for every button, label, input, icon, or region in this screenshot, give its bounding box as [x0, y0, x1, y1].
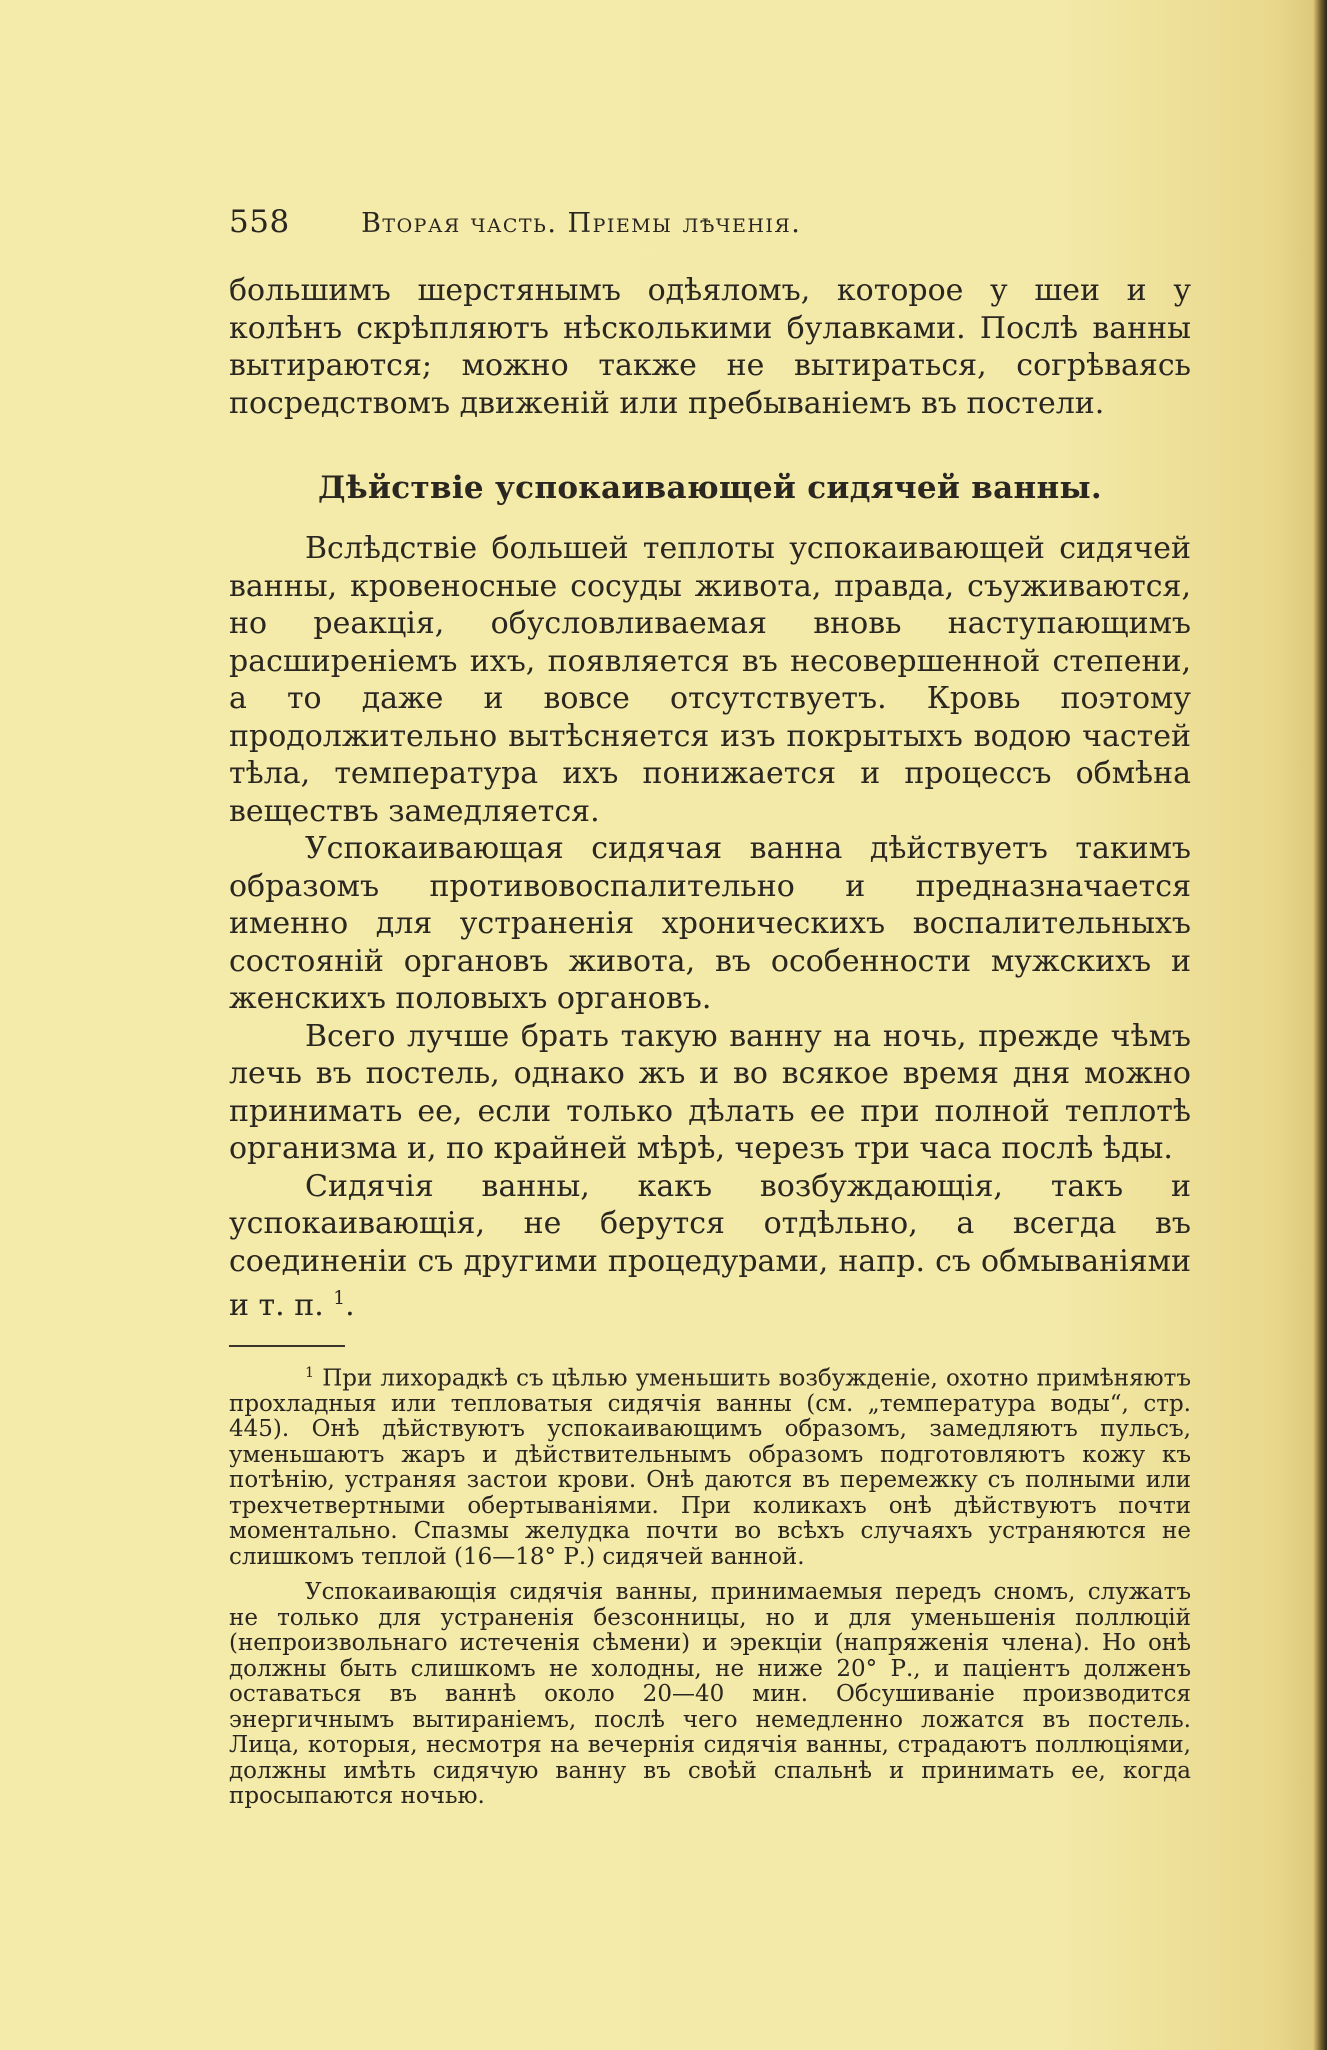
section-heading: Дѣйствіе успокаивающей сидячей ванны.: [318, 470, 1102, 506]
footnote: [229, 1361, 1191, 1571]
paragraph: Успокаивающая сидячая ванна дѣйствуетъ такимъ образомъ противовоспалительно и предназначается именно для устраненія хроническихъ воспалительныхъ состояній органовъ живота, въ особенности мужскихъ и женскихъ половыхъ органовъ.: [229, 831, 1191, 1016]
paragraph-continuation: большимъ шерстянымъ одѣяломъ, которое у шеи и у колѣнъ скрѣпляютъ нѣсколькими булавками. Послѣ ванны вытираются; можно также не вытираться, согрѣваясь посредствомъ движеній или пребываніемъ въ постели.: [229, 273, 1191, 421]
footnote-rule: [229, 1345, 345, 1347]
paragraph-with-footnote-ref: Сидячія ванны, какъ возбуждающія, такъ и успокаивающія, не берутся отдѣльно, а всегда въ соединеніи съ другими процедурами, напр. съ обмываніями и т. п. $^1$.: [229, 1168, 1191, 1323]
page-edge-shadow: [1313, 0, 1327, 2050]
page-number: 558: [229, 204, 290, 240]
running-header: [229, 204, 949, 240]
footnote-marker: 1: [305, 1364, 315, 1381]
running-title: Вторая часть. Пріемы лѣченія.: [361, 208, 802, 239]
paragraph-text: Сидячія ванны, какъ возбуждающія, такъ и успокаивающія, не берутся отдѣльно, а всегда въ соединеніи съ другими процедурами, напр. съ обмываніями и т. п.: [229, 1168, 1191, 1323]
footnote-text: При лихорадкѣ съ цѣлью уменьшить возбужденіе, охотно примѣняютъ прохладныя или тепловатыя сидячія ванны (см. „температура воды“, стр. 445). Онѣ дѣйствуютъ успокаивающимъ образомъ, замедляютъ пульсъ, уменьшаютъ жаръ и дѣйствительнымъ образомъ подготовляютъ кожу къ потѣнію, устраняя застои крови. Онѣ даются въ перемежку съ полными или трехчетвертными обертываніями. При коликахъ онѣ дѣйствуютъ почти моментально. Спазмы желудка почти во всѣхъ случаяхъ устраняются не слишкомъ теплой (16—18° Р.) сидячей ванной.: [229, 1365, 1191, 1570]
footnote-continuation: Успокаивающія сидячія ванны, принимаемыя передъ сномъ, служатъ не только для устраненія безсонницы, но и для уменьшенія поллюцій (непроизвольнаго истеченія сѣмени) и эрекціи (напряженія члена). Но онѣ должны быть слишкомъ не холодны, не ниже 20° Р., и паціентъ долженъ оставаться въ ваннѣ около 20—40 мин. Обсушиваніе производится энергичнымъ вытираніемъ, послѣ чего немедленно ложатся въ постель. Лица, которыя, несмотря на вечернія сидячія ванны, страдаютъ поллюціями, должны имѣть сидячую ванну въ своѣй спальнѣ и принимать ее, когда просыпаются ночью.: [229, 1579, 1191, 1810]
page-body: [229, 272, 1191, 1810]
paragraph: Вслѣдствіе большей теплоты успокаивающей сидячей ванны, кровеносные сосуды живота, правда, съуживаются, но реакція, обусловливаемая вновь наступающимъ расширеніемъ ихъ, появляется въ несовершенной степени, а то даже и вовсе отсутствуетъ. Кровь поэтому продолжительно вытѣсняется изъ покрытыхъ водою частей тѣла, температура ихъ понижается и процессъ обмѣна веществъ замедляется.: [229, 531, 1191, 829]
paragraph: Всего лучше брать такую ванну на ночь, прежде чѣмъ лечь въ постель, однако жъ и во всякое время дня можно принимать ее, если только дѣлать ее при полной теплотѣ организма и, по крайней мѣрѣ, черезъ три часа послѣ ѣды.: [229, 1018, 1191, 1166]
footnote-reference: 1: [333, 1288, 346, 1309]
